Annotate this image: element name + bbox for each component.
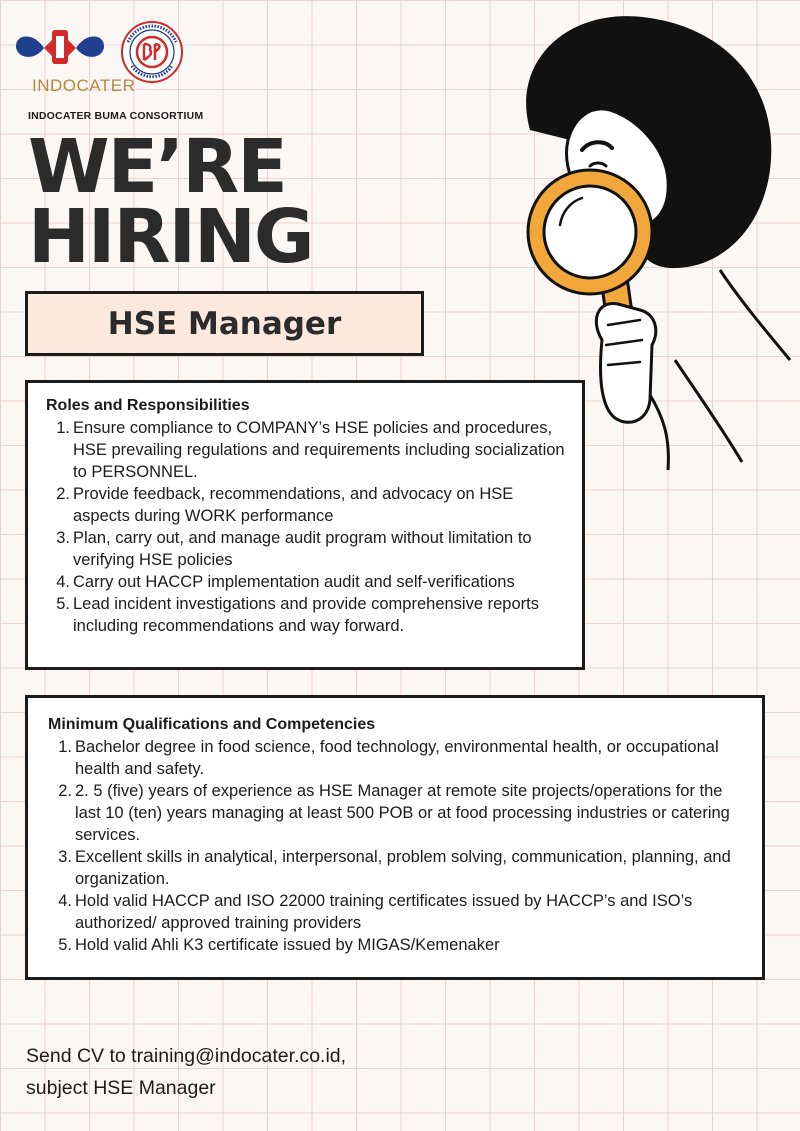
list-item (46, 527, 566, 571)
list-item-text: Plan, carry out, and manage audit program without limitation to verifying HSE policies (73, 529, 532, 569)
list-item-text: 2. 5 (five) years of experience as HSE Manager at remote site projects/operations for the last 10 (ten) years managing at least 500 POB or at food processing industries or catering services. (75, 782, 730, 844)
list-item-text: Bachelor degree in food science, food technology, environmental health, or occupational health and safety. (75, 738, 719, 778)
list-item-text: Carry out HACCP implementation audit and self-verifications (73, 573, 515, 591)
list-item-text: Hold valid HACCP and ISO 22000 training certificates issued by HACCP’s and ISO’s authorized/ approved training providers (75, 892, 693, 932)
list-item (46, 593, 566, 637)
list-item (48, 780, 746, 846)
job-title: HSE Manager (107, 305, 342, 342)
list-item (48, 736, 746, 780)
list-item-number: 1. (58, 738, 72, 756)
list-item-text: Lead incident investigations and provide comprehensive reports including recommendations and way forward. (73, 595, 539, 635)
list-item-text: Ensure compliance to COMPANY’s HSE policies and procedures, HSE prevailing regulations and requirements including socialization to PERSONNEL. (73, 419, 565, 481)
list-item-number: 4. (58, 892, 72, 910)
list-item (48, 846, 746, 890)
footer-contact (26, 1040, 346, 1104)
qualifications-card (25, 695, 765, 980)
subject-line: subject HSE Manager (26, 1077, 216, 1099)
list-item-text: Hold valid Ahli K3 certificate issued by MIGAS/Kemenaker (75, 936, 500, 954)
list-item-text: Excellent skills in analytical, interpersonal, problem solving, communication, planning, and organization. (75, 848, 731, 888)
headline-line-1: WE’RE (28, 124, 286, 210)
consortium-name: INDOCATER BUMA CONSORTIUM (28, 110, 204, 122)
list-item (48, 890, 746, 934)
list-item (46, 417, 566, 483)
headline (28, 124, 313, 280)
list-item (46, 571, 566, 593)
headline-line-2: HIRING (28, 194, 313, 280)
list-item-number: 3. (56, 529, 70, 547)
list-item (48, 934, 746, 956)
list-item-text: Provide feedback, recommendations, and advocacy on HSE aspects during WORK performance (73, 485, 514, 525)
list-item-number: 2. (56, 485, 70, 503)
roles-list (46, 417, 566, 637)
brand-name: INDOCATER (32, 76, 136, 95)
roles-card (25, 380, 585, 670)
list-item (46, 483, 566, 527)
job-title-box (25, 291, 424, 356)
qualifications-list (48, 736, 746, 956)
qualifications-heading: Minimum Qualifications and Competencies (48, 716, 376, 733)
contact-line: Send CV to training@indocater.co.id, (26, 1045, 347, 1067)
list-item-number: 3. (58, 848, 72, 866)
roles-heading: Roles and Responsibilities (46, 397, 250, 414)
logo-area (14, 18, 204, 122)
list-item-number: 1. (56, 419, 70, 437)
list-item-number: 4. (56, 573, 70, 591)
list-item-number: 5. (58, 936, 72, 954)
list-item-number: 2. (58, 782, 72, 800)
list-item-number: 5. (56, 595, 70, 613)
buma-seal-icon (120, 20, 184, 84)
